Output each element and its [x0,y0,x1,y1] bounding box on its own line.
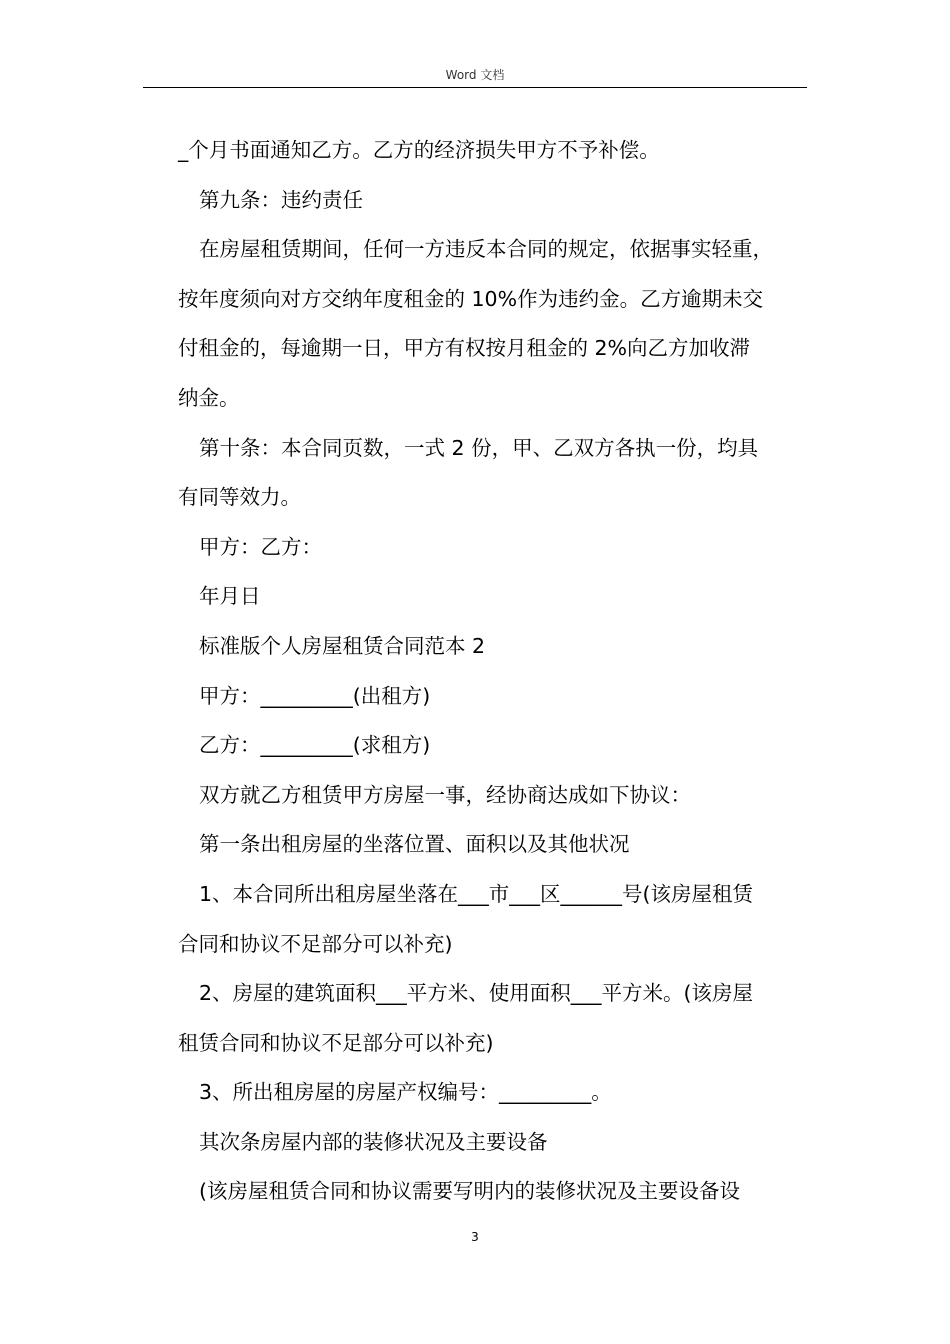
article-heading: 其次条房屋内部的装修状况及主要设备 [199,1129,548,1154]
text-line: _个月书面通知乙方。乙方的经济损失甲方不予补偿。 [178,138,660,162]
document-body [178,126,808,1217]
contract-title: 标准版个人房屋租赁合同范本 2 [199,633,486,658]
text-line: 有同等效力。 [178,485,301,510]
text-line: (该房屋租赁合同和协议需要写明内的装修状况及主要设备设 [199,1179,740,1204]
text-line: 付租金的，每逾期一日，甲方有权按月租金的 2%向乙方加收滞 [178,336,751,361]
article-heading: 第九条：违约责任 [199,187,363,212]
party-a-field: 甲方：_________(出租方) [199,683,431,708]
text-line: 租赁合同和协议不足部分可以补充) [178,1030,494,1055]
text-line: 1、本合同所出租房屋坐落在___市___区______号(该房屋租赁 [199,881,754,906]
text-line: 第十条：本合同页数，一式 2 份，甲、乙双方各执一份，均具 [199,435,759,460]
text-line: 在房屋租赁期间，任何一方违反本合同的规定，依据事实轻重， [199,237,773,262]
article-heading: 第一条出租房屋的坐落位置、面积以及其他状况 [199,832,630,857]
text-line: 双方就乙方租赁甲方房屋一事，经协商达成如下协议： [199,782,691,807]
text-line: 合同和协议不足部分可以补充) [178,931,453,956]
text-line: 纳金。 [178,385,240,410]
signature-line: 甲方：乙方： [199,534,322,559]
text-line: 2、房屋的建筑面积___平方米、使用面积___平方米。(该房屋 [199,981,754,1006]
header-divider [143,87,807,88]
date-line: 年月日 [199,584,261,609]
text-line: 3、所出租房屋的房屋产权编号：_________。 [199,1080,612,1105]
text-line: 按年度须向对方交纳年度租金的 10%作为违约金。乙方逾期未交 [178,286,764,311]
page-header: Word 文档 [445,68,505,82]
party-b-field: 乙方：_________(求租方) [199,733,431,758]
page-number: 3 [471,1230,479,1244]
